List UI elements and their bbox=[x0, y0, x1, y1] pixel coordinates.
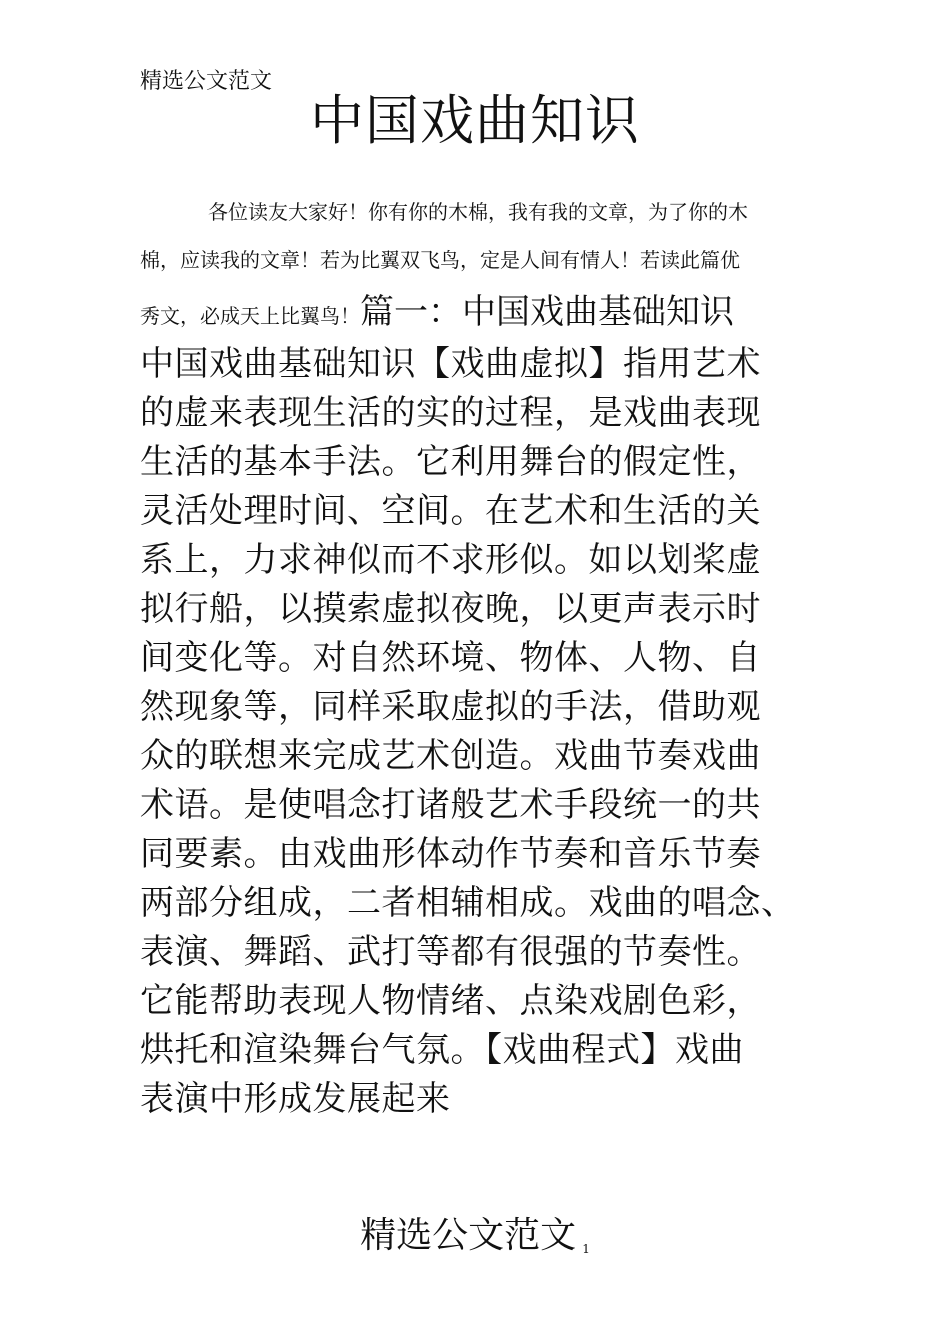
intro-closing-text: 秀文，必成天上比翼鸟！ bbox=[140, 304, 360, 328]
body-line: 拟行船，以摸索虚拟夜晚，以更声表示时 bbox=[140, 589, 761, 629]
body-line: 术语。是使唱念打诸般艺术手段统一的共 bbox=[140, 785, 761, 825]
body-line: 它能帮助表现人物情绪、点染戏剧色彩， bbox=[140, 981, 761, 1021]
body-line: 灵活处理时间、空间。在艺术和生活的关 bbox=[140, 491, 761, 531]
body-line: 间变化等。对自然环境、物体、人物、自 bbox=[140, 638, 761, 678]
footer-label: 精选公文范文 bbox=[360, 1215, 577, 1256]
body-line: 两部分组成，二者相辅相成。戏曲的唱念、 bbox=[140, 883, 796, 923]
body-line: 烘托和渲染舞台气氛。【戏曲程式】戏曲 bbox=[140, 1030, 744, 1070]
body-line: 众的联想来完成艺术创造。戏曲节奏戏曲 bbox=[140, 736, 761, 776]
body-line: 表演、舞蹈、武打等都有很强的节奏性。 bbox=[140, 932, 761, 972]
header-label: 精选公文范文 bbox=[140, 69, 273, 94]
body-line: 生活的基本手法。它利用舞台的假定性， bbox=[140, 442, 761, 482]
body-line: 中国戏曲基础知识【戏曲虚拟】指用艺术 bbox=[140, 344, 761, 384]
page-footer bbox=[0, 1212, 950, 1260]
body-line: 同要素。由戏曲形体动作节奏和音乐节奏 bbox=[140, 834, 761, 874]
body-line: 然现象等，同样采取虚拟的手法，借助观 bbox=[140, 687, 761, 727]
intro-line: 各位读友大家好！你有你的木棉，我有我的文章，为了你的木 bbox=[208, 200, 748, 224]
body-line: 的虚来表现生活的实的过程，是戏曲表现 bbox=[140, 393, 761, 433]
body-line: 系上，力求神似而不求形似。如以划桨虚 bbox=[140, 540, 761, 580]
page-number: 1 bbox=[582, 1242, 590, 1256]
intro-closing-line bbox=[140, 284, 840, 340]
body-line: 表演中形成发展起来 bbox=[140, 1079, 451, 1119]
document-title: 中国戏曲知识 bbox=[310, 89, 640, 152]
intro-line: 棉，应读我的文章！若为比翼双飞鸟，定是人间有情人！若读此篇优 bbox=[140, 248, 740, 272]
document-body bbox=[140, 188, 840, 1124]
section-heading: 篇一：中国戏曲基础知识 bbox=[360, 292, 734, 332]
